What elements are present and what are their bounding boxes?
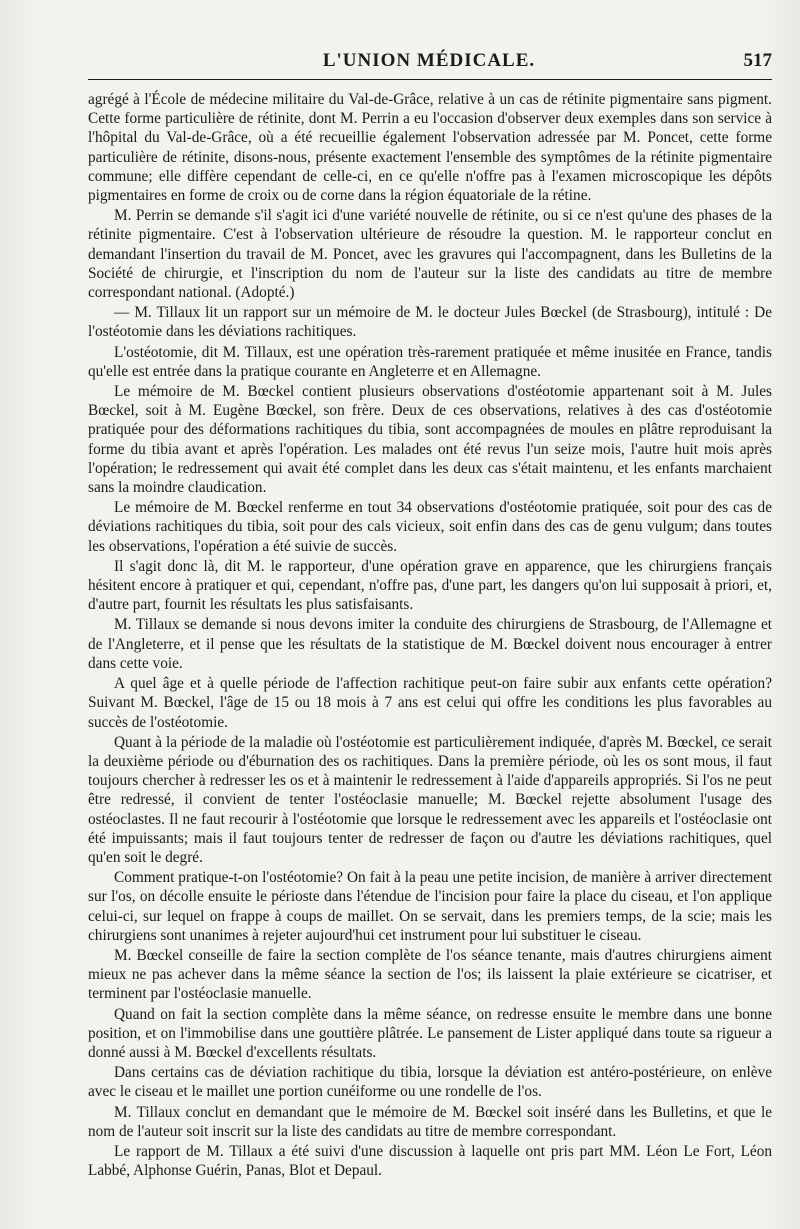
page-number: 517 — [743, 50, 772, 71]
journal-title: L'UNION MÉDICALE. — [322, 50, 536, 71]
paragraph-9: A quel âge et à quelle période de l'affection rachitique peut-on faire subir aux enfants cette opération? Suivant M. Bœckel, l'âge de 15 ou 18 mois à 7 ans est celui qui offre les conditions les plus favorables au succès de l'ostéotomie. — [88, 675, 772, 731]
paragraph-6: Le mémoire de M. Bœckel renferme en tout 34 observations d'ostéotomie pratiquée, soit pour des cas de déviations rachitiques du tibia, soit pour des cals vicieux, soit enfin dans des cas de genu vulgum; dans toutes les observations, l'opération a été suivie de succès. — [88, 499, 772, 555]
paragraph-16: Le rapport de M. Tillaux a été suivi d'une discussion à laquelle ont pris part MM. Léon Le Fort, Léon Labbé, Alphonse Guérin, Panas, Blot et Depaul. — [88, 1142, 772, 1180]
paragraph-13: Quand on fait la section complète dans la même séance, on redresse ensuite le membre dans une bonne position, et on l'immobilise dans une gouttière plâtrée. Le pansement de Lister appliqué dans toute sa rigueur a donné aussi à M. Bœckel d'excellents résultats. — [88, 1005, 772, 1061]
paragraph-5: Le mémoire de M. Bœckel contient plusieurs observations d'ostéotomie appartenant soit à M. Jules Bœckel, soit à M. Eugène Bœckel, son frère. Deux de ces observations, relatives à des cas d'ostéotomie pratiquée pour des déformations rachitiques du tibia, sont accompagnées de moules en plâtre reproduisant la forme du tibia avant et après l'opération. Les malades ont été revus l'un seize mois, l'autre huit mois après l'opération; le redressement qui avait été complet dans les deux cas s'était maintenu, et les enfants marchaient sans la moindre claudication. — [88, 383, 772, 497]
paragraph-4: L'ostéotomie, dit M. Tillaux, est une opération très-rarement pratiquée et même inusitée en France, tandis qu'elle est entrée dans la pratique courante en Angleterre et en Allemagne. — [88, 343, 772, 380]
paragraph-8: M. Tillaux se demande si nous devons imiter la conduite des chirurgiens de Strasbourg, de l'Allemagne et de l'Angleterre, et il pense que les résultats de la statistique de M. Bœckel doivent nous encourager à entrer dans cette voie. — [88, 616, 772, 672]
paragraph-12: M. Bœckel conseille de faire la section complète de l'os séance tenante, mais d'autres chirurgiens aiment mieux ne pas achever dans la même séance la section de l'os; ils laissent la plaie extérieure se cicatriser, et terminent par l'ostéoclasie manuelle. — [88, 946, 772, 1003]
paragraph-3: — M. Tillaux lit un rapport sur un mémoire de M. le docteur Jules Bœckel (de Strasbourg), intitulé : De l'ostéotomie dans les déviations rachitiques. — [88, 304, 772, 341]
article-body — [88, 90, 772, 1180]
paragraph-14: Dans certains cas de déviation rachitique du tibia, lorsque la déviation est antéro-postérieure, on enlève avec le ciseau et le maillet une portion cunéiforme ou une rondelle de l'os. — [88, 1064, 772, 1101]
paragraph-2: M. Perrin se demande s'il s'agit ici d'une variété nouvelle de rétinite, ou si ce n'est qu'une des phases de la rétinite pigmentaire. C'est à l'observation ultérieure de résoudre la question. M. le rapporteur conclut en demandant l'insertion du travail de M. Poncet, avec les gravures qui l'accompagnent, dans les Bulletins de la Société de chirurgie, et l'inscription du nom de l'auteur sur la liste des candidats au titre de membre correspondant national. (Adopté.) — [88, 207, 772, 302]
paragraph-11: Comment pratique-t-on l'ostéotomie? On fait à la peau une petite incision, de manière à arriver directement sur l'os, on décolle ensuite le périoste dans l'étendue de l'incision pour faire la place du ciseau, et l'on applique celui-ci, sur lequel on frappe à coups de maillet. On se servait, dans les premiers temps, de la scie; mais les chirurgiens sont unanimes à rejeter aujourd'hui cet instrument pour lui substituer le ciseau. — [88, 869, 772, 944]
paragraph-10: Quant à la période de la maladie où l'ostéotomie est particulièrement indiquée, d'après M. Bœckel, ce serait la deuxième période ou d'éburnation des os rachitiques. Dans la première période, où les os sont mous, il faut toujours chercher à redresser les os et à maintenir le redressement à l'aide d'appareils appropriés. Si l'os ne peut être redressé, il convient de tenter l'ostéoclasie manuelle; M. Bœckel rejette absolument l'usage des ostéoclastes. Il ne faut recourir à l'ostéotomie que lorsque le redressement avec les appareils et l'ostéoclasie ont été impuissants; mais il faut toujours tenter de redresser de façon ou d'autre les déviations rachitiques, quel qu'en soit le degré. — [88, 733, 772, 866]
paragraph-7: Il s'agit donc là, dit M. le rapporteur, d'une opération grave en apparence, que les chirurgiens français hésitent encore à pratiquer et qui, cependant, n'offre pas, d'une part, les dangers qu'on lui supposait à priori, et, d'autre part, fournit les résultats les plus satisfaisants. — [88, 557, 772, 614]
running-header — [86, 46, 772, 76]
paragraph-1: agrégé à l'École de médecine militaire du Val-de-Grâce, relative à un cas de rétinite pigmentaire sans pigment. Cette forme particulière de rétinite, dont M. Perrin a eu l'occasion d'observer deux exemples dans son service à l'hôpital du Val-de-Grâce, où a été recueillie également l'observation adressée par M. Poncet, cette forme particulière de rétinite, disons-nous, présente exactement l'ensemble des symptômes de la rétinite pigmentaire commune; elle diffère cependant de celle-ci, en ce qu'elle n'offre pas à l'examen microscopique les dépôts pigmentaires en forme de croix ou de corne dans la région équatoriale de la rétine. — [88, 91, 772, 205]
header-rule — [88, 79, 772, 80]
paragraph-15: M. Tillaux conclut en demandant que le mémoire de M. Bœckel soit inséré dans les Bulletins, et que le nom de l'auteur soit inscrit sur la liste des candidats au titre de membre correspondant. — [88, 1103, 772, 1140]
